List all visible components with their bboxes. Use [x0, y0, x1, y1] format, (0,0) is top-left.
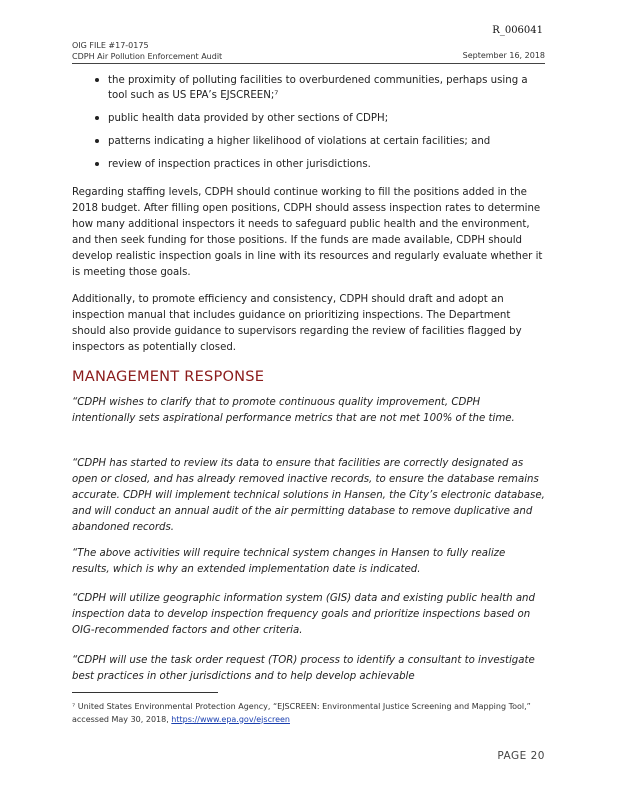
page-number: PAGE 20: [497, 750, 545, 762]
header-org: OIG FILE #17-0175: [72, 41, 149, 50]
list-item: the proximity of polluting facilities to overburdened communities, perhaps using a tool such as US EPA’s EJSCREEN;⁷: [108, 73, 548, 103]
bates-number: R_006041: [492, 25, 543, 36]
inspection-manual-paragraph: Additionally, to promote efficiency and consistency, CDPH should draft and adopt an inspection manual that includes guidance on prioritizing inspections. The Department should also provide guidance to supervisors regarding the review of facilities flagged by inspectors as potentially closed.: [72, 294, 522, 353]
running-header: [72, 40, 222, 62]
response-paragraph: “CDPH has started to review its data to ensure that facilities are correctly designated as open or closed, and has already removed inactive records, to ensure the database remains accurate. CDPH will implement technical solutions in Hansen, the City’s electronic database, and will conduct an annual audit of the air permitting database to remove duplicative and abandoned records.: [72, 458, 545, 533]
response-paragraph: “CDPH will use the task order request (TOR) process to identify a consultant to investigate best practices in other jurisdictions and to help develop achievable: [72, 655, 535, 682]
list-item: public health data provided by other sections of CDPH;: [108, 111, 548, 126]
section-heading: MANAGEMENT RESPONSE: [72, 368, 265, 385]
staffing-paragraph: Regarding staffing levels, CDPH should continue working to fill the positions added in the 2018 budget. After filling open positions, CDPH should assess inspection rates to determine how many additional inspectors it needs to safeguard public health and the environment, and then seek funding for those positions. If the funds are made available, CDPH should develop realistic inspection goals in line with its resources and regularly evaluate whether it is meeting those goals.: [72, 187, 543, 278]
header-date: September 16, 2018: [462, 51, 545, 60]
list-item: review of inspection practices in other jurisdictions.: [108, 157, 548, 172]
list-item: patterns indicating a higher likelihood of violations at certain facilities; and: [108, 134, 548, 149]
bullet-list: [108, 73, 548, 180]
footnote-link[interactable]: https://www.epa.gov/ejscreen: [171, 714, 290, 724]
response-paragraph: “The above activities will require technical system changes in Hansen to fully realize results, which is why an extended implementation date is indicated.: [72, 548, 506, 575]
footnote-divider: [72, 692, 218, 693]
footnote: [72, 701, 552, 726]
header-divider: [72, 63, 545, 64]
header-title: CDPH Air Pollution Enforcement Audit: [72, 52, 223, 61]
footnote-text: ⁷ United States Environmental Protection Agency, “EJSCREEN: Environmental Justice Screening and Mapping Tool,” accessed May 30, 2018,: [72, 702, 531, 724]
response-paragraph: “CDPH wishes to clarify that to promote continuous quality improvement, CDPH intentionally sets aspirational performance metrics that are not met 100% of the time.: [72, 397, 515, 424]
response-paragraph: “CDPH will utilize geographic information system (GIS) data and existing public health and inspection data to develop inspection frequency goals and prioritize inspections based on OIG-recommended factors and other criteria.: [72, 593, 535, 636]
